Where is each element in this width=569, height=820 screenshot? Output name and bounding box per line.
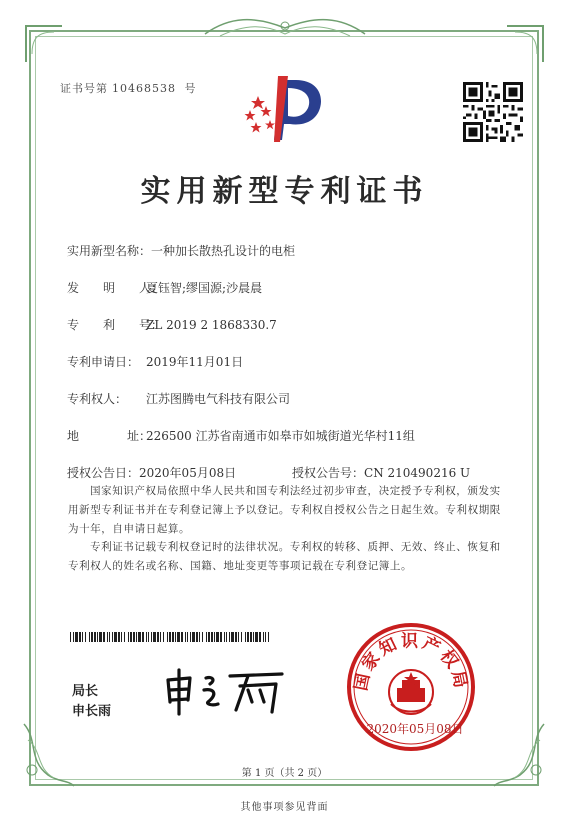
corner-ornament-bl: [18, 720, 78, 790]
address: [67, 427, 415, 444]
barcode: [70, 632, 270, 642]
patent-number: [67, 316, 277, 333]
body-paragraph-1: 国家知识产权局依照中华人民共和国专利法经过初步审查，决定授予专利权，颁发实用新型专利证书并在专利登记簿上予以登记。专利权自授权公告之日起生效。专利权期限为十年，自申请日起算。: [68, 485, 501, 535]
patent-no-value: ZL 2019 2 1868330.7: [146, 318, 277, 332]
cert-no-label: 证书号第: [60, 82, 108, 95]
utility-model-name: [67, 242, 295, 259]
handwritten-signature: [160, 666, 290, 716]
grant-no-value: CN 210490216 U: [364, 466, 471, 480]
filing-date: [67, 353, 243, 370]
address-value: 226500 江苏省南通市如皋市如城街道光华村11组: [146, 429, 415, 443]
cert-no-suffix: 号: [184, 82, 197, 95]
grant-date: [67, 464, 236, 481]
qr-code: [463, 82, 523, 142]
name-value: 一种加长散热孔设计的电柜: [151, 244, 296, 258]
certificate-title: 实用新型专利证书: [140, 174, 429, 209]
certificate-number: [60, 80, 201, 96]
cert-no-value: 10468538: [112, 82, 176, 95]
inventor-label: 发 明 人：: [67, 281, 164, 295]
filing-date-label: 专利申请日：: [67, 355, 140, 369]
body-paragraph-2: 专利证书记载专利权登记时的法律状况。专利权的转移、质押、无效、终止、恢复和专利权人的姓名或名称、国籍、地址变更等事项记载在专利登记簿上。: [68, 541, 501, 572]
grant-no-label: 授权公告号：: [292, 466, 365, 480]
address-label: 地 址：: [67, 429, 152, 443]
patent-no-label: 专 利 号：: [67, 318, 164, 332]
footer-note: 其他事项参见背面: [240, 802, 329, 813]
grant-number: [292, 464, 470, 481]
seal-date: 2020年05月08日: [366, 722, 464, 736]
filing-date-value: 2019年11月01日: [146, 355, 244, 369]
inventor-value: 夏钰智;缪国源;沙晨晨: [146, 281, 263, 295]
inventor: [67, 279, 262, 296]
patentee: [67, 390, 290, 407]
patentee-label: 专利权人：: [67, 392, 128, 406]
page-number: 第 1 页（共 2 页）: [241, 768, 328, 779]
name-label: 实用新型名称：: [67, 244, 152, 258]
grant-date-label: 授权公告日：: [67, 466, 140, 480]
cnipa-logo: [244, 70, 328, 144]
grant-date-value: 2020年05月08日: [139, 466, 237, 480]
corner-ornament-tl: [24, 24, 64, 64]
corner-ornament-br: [490, 720, 550, 790]
top-ornament: [200, 14, 370, 42]
director-name: 申长雨: [72, 704, 112, 719]
svg-text:国家知识产权局: 国家知识产权局: [351, 631, 471, 693]
corner-ornament-tr: [505, 24, 545, 64]
director-title: 局长: [72, 684, 99, 699]
patentee-value: 江苏图腾电气科技有限公司: [146, 392, 291, 406]
